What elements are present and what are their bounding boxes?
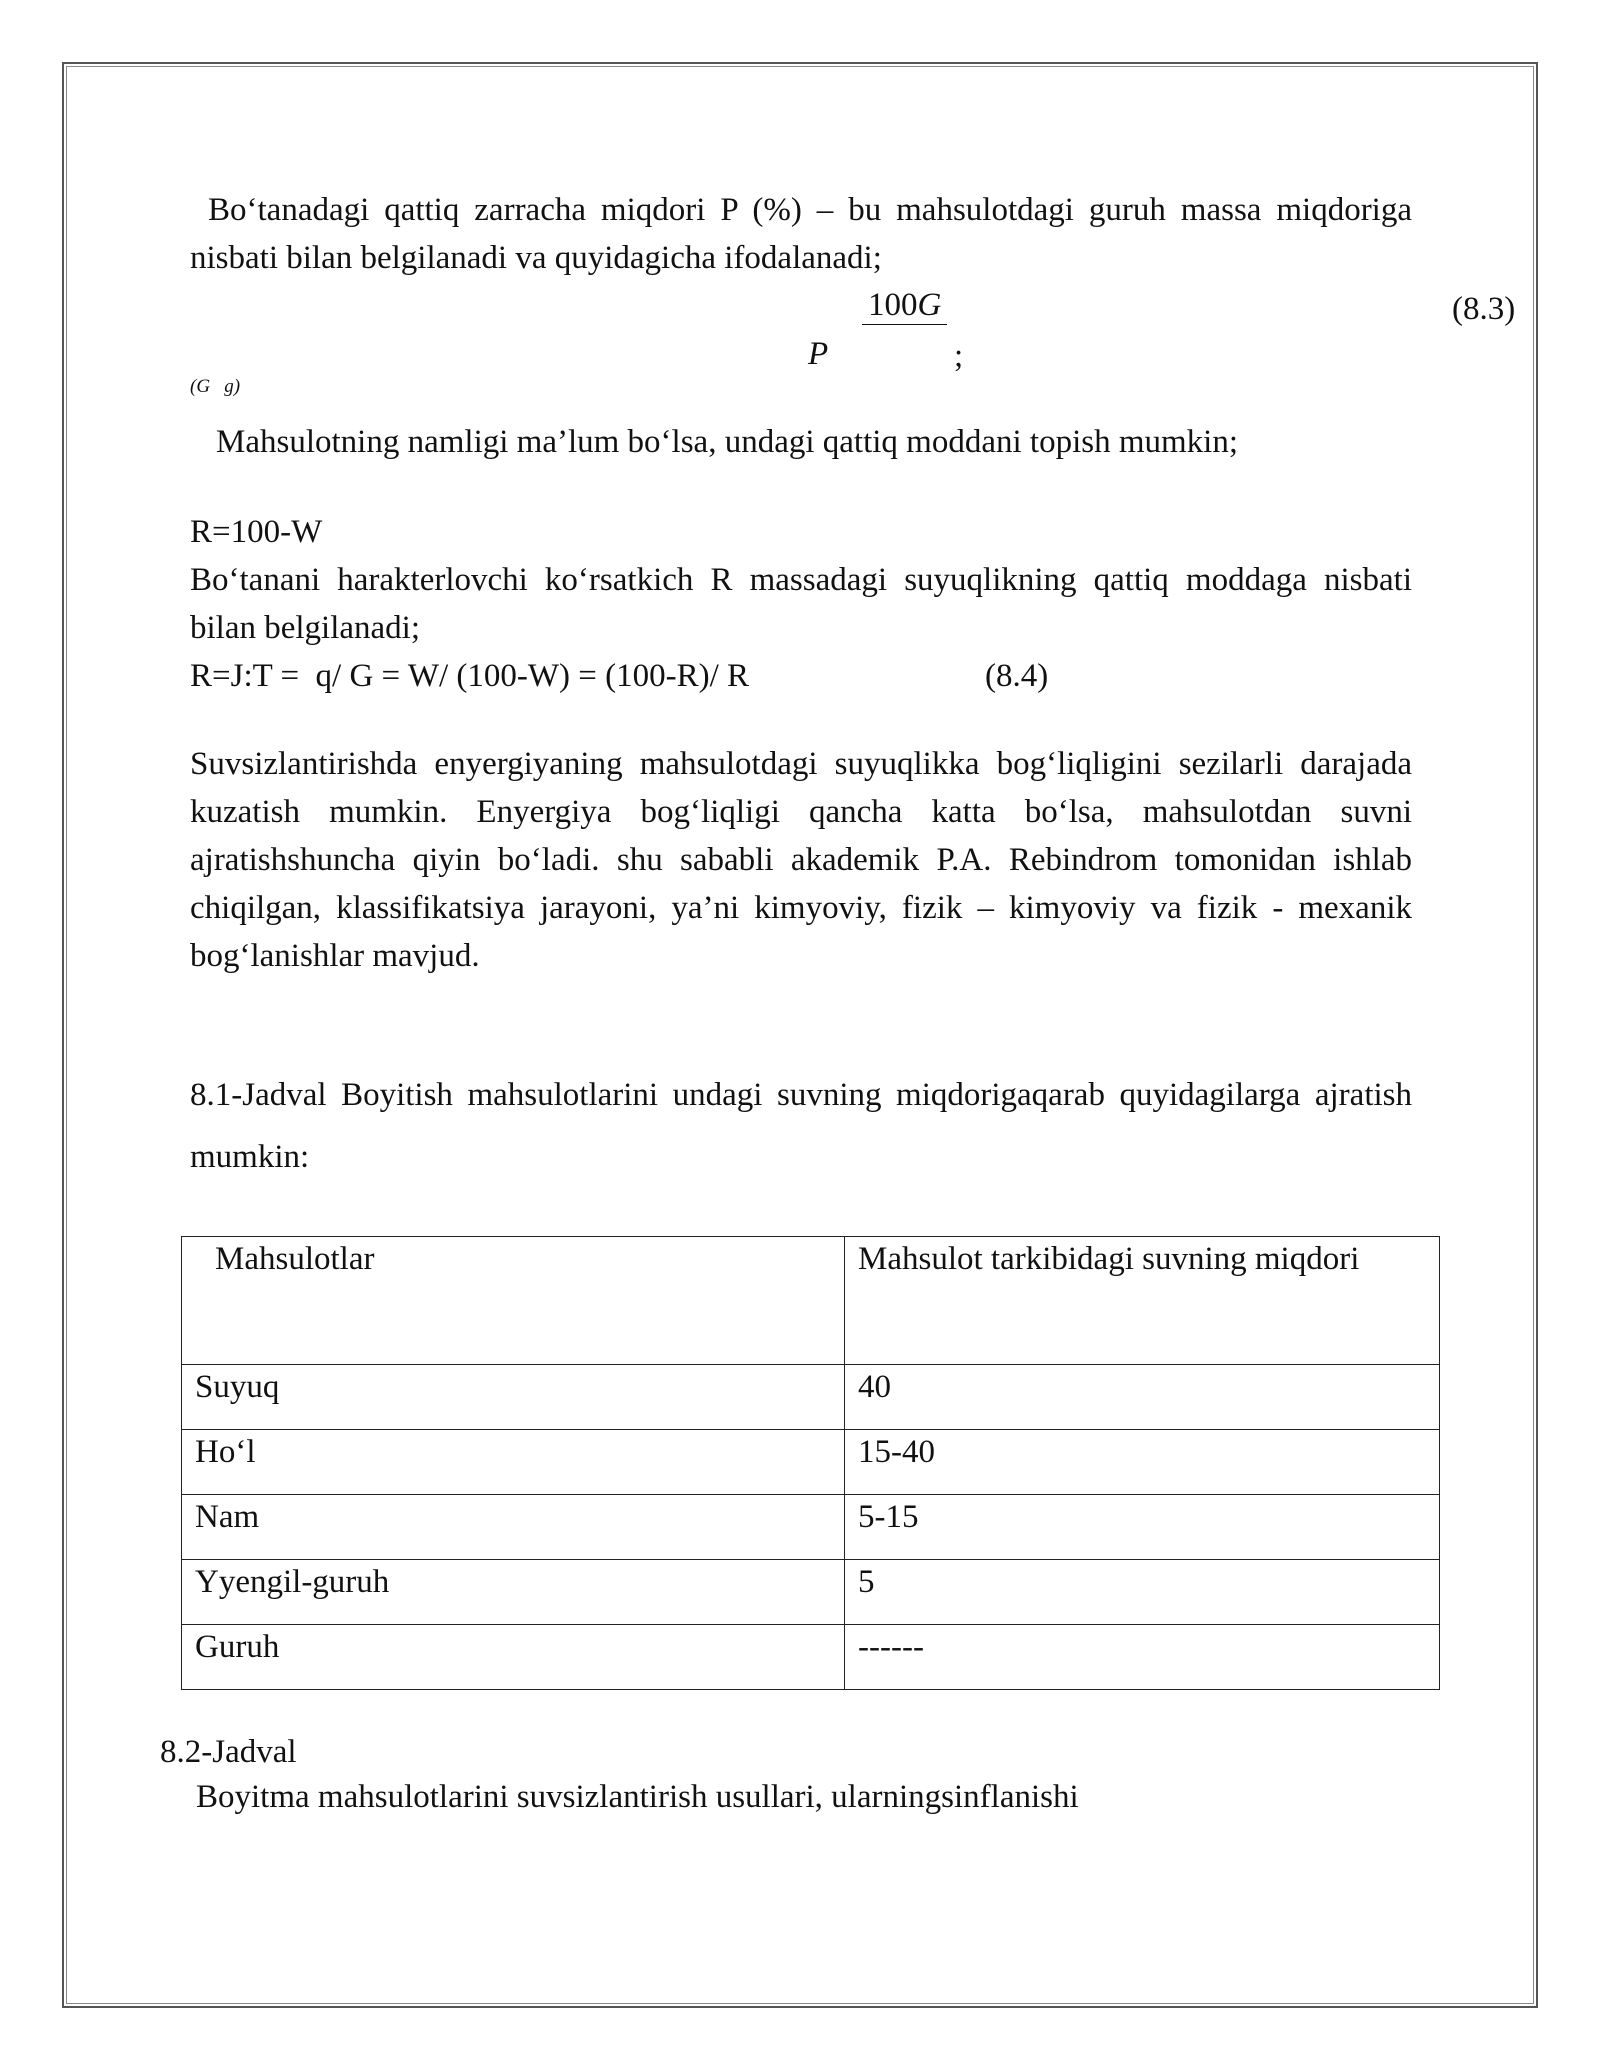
table-header-row xyxy=(182,1237,1440,1365)
table-header-products: Mahsulotlar xyxy=(182,1237,845,1365)
table-row xyxy=(182,1365,1440,1430)
formula-8-3-semicolon: ; xyxy=(954,338,964,374)
numerator-number: 100 xyxy=(868,287,918,323)
paragraph-pulp-characteristic: Bo‘tanani harakterlovchi ko‘rsatkich R massadagi suyuqlikning qattiq moddaga nisbati bilan belgilanadi; xyxy=(190,562,1412,646)
table-row xyxy=(182,1560,1440,1625)
table-row xyxy=(182,1430,1440,1495)
formula-r-100-w: R=100-W xyxy=(190,514,323,550)
numerator-variable: G xyxy=(917,287,942,323)
formula-8-4: R=J:T = q/ G = W/ (100-W) = (100-R)/ R xyxy=(190,658,750,694)
paragraph-dewatering-energy: Suvsizlantirishda enyergiyaning mahsulotdagi suyuqlikka bog‘liqligini sezilarli darajada kuzatish mumkin. Enyergiya bog‘liqligi qancha katta bo‘lsa, mahsulotdan suvni ajratishshuncha qiyin bo‘ladi. shu sababli akademik P.A. Rebindrom tomonidan ishlab chiqilgan, klassifikatsiya jarayoni, ya’ni kimyoviy, fizik – kimyoviy va fizik - mexanik bog‘lanishlar mavjud. xyxy=(190,746,1412,974)
table-cell-value: 15-40 xyxy=(845,1430,1440,1495)
page-border-inner xyxy=(66,66,1534,2004)
table-cell-product: Suyuq xyxy=(182,1365,845,1430)
formula-8-3-denominator: (G g) xyxy=(190,376,241,397)
table-row xyxy=(182,1495,1440,1560)
paragraph-moisture: Mahsulotning namligi ma’lum bo‘lsa, undagi qattiq moddani topish mumkin; xyxy=(216,424,1239,460)
table-cell-product: Guruh xyxy=(182,1625,845,1690)
table-8-1-caption: 8.1-Jadval Boyitish mahsulotlarini undagi suvning miqdorigaqarab quyidagilarga ajratish mumkin: xyxy=(190,1077,1412,1175)
table-cell-value: ------ xyxy=(845,1625,1440,1690)
table-8-2-label: 8.2-Jadval xyxy=(160,1734,297,1770)
table-cell-value: 40 xyxy=(845,1365,1440,1430)
table-8-2-caption: Boyitma mahsulotlarini suvsizlantirish usullari, ularningsinflanishi xyxy=(196,1779,1079,1815)
table-cell-value: 5-15 xyxy=(845,1495,1440,1560)
table-8-1 xyxy=(181,1236,1440,1690)
table-cell-value: 5 xyxy=(845,1560,1440,1625)
table-cell-product: Ho‘l xyxy=(182,1430,845,1495)
formula-8-3-lhs: P xyxy=(808,336,829,372)
table-row xyxy=(182,1625,1440,1690)
formula-8-4-number: (8.4) xyxy=(985,658,1049,694)
table-header-water-content: Mahsulot tarkibidagi suvning miqdori xyxy=(845,1237,1440,1365)
paragraph-solid-content: Bo‘tanadagi qattiq zarracha miqdori P (%) – bu mahsulotdagi guruh massa miqdoriga nisbati bilan belgilanadi va quyidagicha ifodalanadi; xyxy=(190,192,1412,276)
table-cell-product: Yyengil-guruh xyxy=(182,1560,845,1625)
table-cell-product: Nam xyxy=(182,1495,845,1560)
formula-8-3-number: (8.3) xyxy=(1452,291,1516,327)
formula-8-3-numerator xyxy=(862,286,947,325)
